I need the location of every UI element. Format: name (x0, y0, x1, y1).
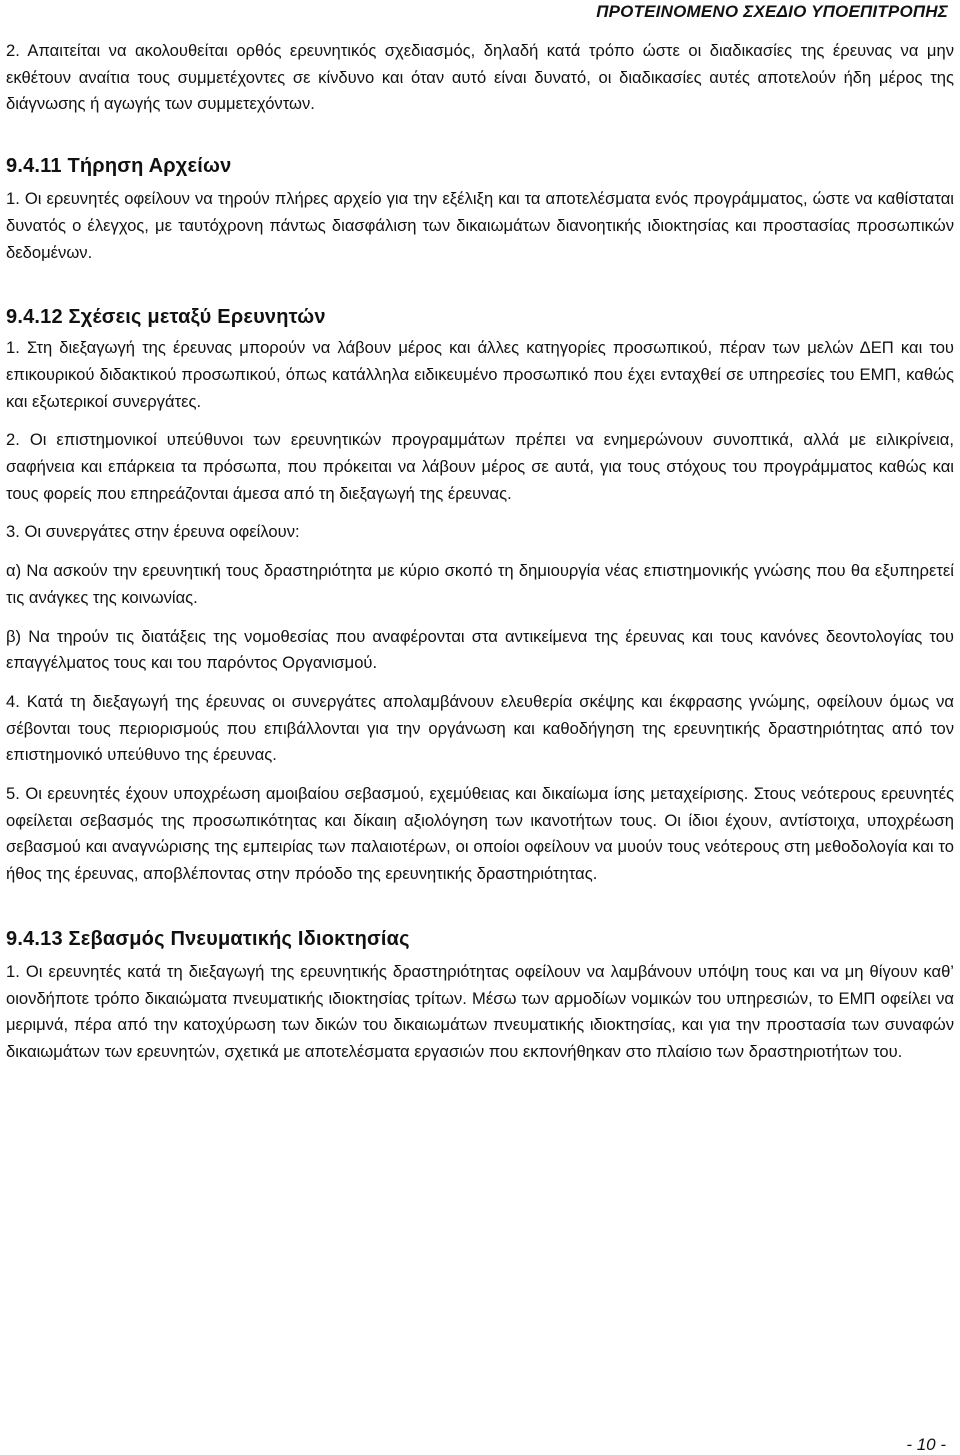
document-body (6, 38, 954, 1066)
page-header: ΠΡΟΤΕΙΝΟΜΕΝΟ ΣΧΕΔΙΟ ΥΠΟΕΠΙΤΡΟΠΗΣ (596, 2, 948, 21)
paragraph-9-4-13-1: 1. Οι ερευνητές κατά τη διεξαγωγή της ερευνητικής δραστηριότητας οφείλουν να λαμβάνουν υπόψη τους και να μη θίγουν καθ’ οιονδήποτε τρόπο δικαιώματα πνευματικής ιδιοκτησίας τρίτων. Μέσω των αρμοδίων νομικών του υπηρεσιών, το ΕΜΠ οφείλει να μεριμνά, πέρα από την κατοχύρωση των δικών του δικαιωμάτων πνευματικής ιδιοκτησίας, και για την προστασία των συναφών δικαιωμάτων των ερευνητών, σχετικά με αποτελέσματα εργασιών που εκπονήθηκαν στο πλαίσιο των δραστηριοτήτων του. (6, 961, 954, 1061)
paragraph-9-4-12-5: 5. Οι ερευνητές έχουν υποχρέωση αμοιβαίου σεβασμού, εχεμύθειας και δικαίωμα ίσης μεταχείρισης. Στους νεότερους ερευνητές οφείλεται σεβασμός της προσωπικότητας και δίκαιη αξιολόγηση των ικανοτήτων τους. Οι ίδιοι έχουν, αντίστοιχα, υποχρέωση σεβασμού και αναγνώρισης της εμπειρίας των παλαιοτέρων, οι οποίοι οφείλουν να μυούν τους νεότερους στη μεθοδολογία και το ήθος της έρευνας, αποβλέποντας στην πρόοδο της ερευνητικής δραστηριότητας. (6, 784, 954, 884)
section-title-9-4-13: 9.4.13 Σεβασμός Πνευματικής Ιδιοκτησίας (6, 927, 410, 950)
paragraph-intro-2: 2. Απαιτείται να ακολουθείται ορθός ερευνητικός σχεδιασμός, δηλαδή κατά τρόπο ώστε οι διαδικασίες της έρευνας να μην εκθέτουν αναίτια τους συμμετέχοντες σε κίνδυνο και όταν αυτό είναι δυνατό, οι διαδικασίες αυτές αποτελούν ήδη μέρος της διάγνωσης ή αγωγής των συμμετεχόντων. (6, 41, 954, 114)
paragraph-9-4-12-1: 1. Στη διεξαγωγή της έρευνας μπορούν να λάβουν μέρος και άλλες κατηγορίες προσωπικού, πέραν των μελών ΔΕΠ και του επικουρικού διδακτικού προσωπικού, όπως κατάλληλα ειδικευμένο προσωπικό που έχει ενταχθεί σε υπηρεσίες του ΕΜΠ, καθώς και εξωτερικοί συνεργάτες. (6, 338, 954, 411)
paragraph-9-4-12-2: 2. Οι επιστημονικοί υπεύθυνοι των ερευνητικών προγραμμάτων πρέπει να ενημερώνουν συνοπτικά, αλλά με ειλικρίνεια, σαφήνεια και επάρκεια τα πρόσωπα, που πρόκειται να λάβουν μέρος σε αυτά, για τους στόχους του προγράμματος καθώς και τους φορείς που επηρεάζονται άμεσα από τη διεξαγωγή της έρευνας. (6, 430, 954, 503)
page-number: - 10 - (906, 1435, 946, 1454)
paragraph-9-4-11-1: 1. Οι ερευνητές οφείλουν να τηρούν πλήρες αρχείο για την εξέλιξη και τα αποτελέσματα ενός προγράμματος, ώστε να καθίσταται δυνατός ο έλεγχος, με ταυτόχρονη πάντως διασφάλιση των δικαιωμάτων διανοητικής ιδιοκτησίας και προστασίας προσωπικών δεδομένων. (6, 189, 954, 262)
section-title-9-4-11: 9.4.11 Τήρηση Αρχείων (6, 155, 232, 178)
paragraph-9-4-12-b: β) Να τηρούν τις διατάξεις της νομοθεσίας που αναφέρονται στα αντικείμενα της έρευνας και τους κανόνες δεοντολογίας του επαγγέλματος τους και του παρόντος Οργανισμού. (6, 626, 954, 673)
paragraph-9-4-12-4: 4. Κατά τη διεξαγωγή της έρευνας οι συνεργάτες απολαμβάνουν ελευθερία σκέψης και έκφρασης γνώμης, οφείλουν όμως να σέβονται τους περιορισμούς που επιβάλλονται για την οργάνωση και καθοδήγηση της ερευνητικής δραστηριότητας από τον επιστημονικό υπεύθυνο της έρευνας. (6, 691, 954, 765)
section-title-9-4-12: 9.4.12 Σχέσεις μεταξύ Ερευνητών (6, 306, 326, 329)
paragraph-9-4-12-a: α) Να ασκούν την ερευνητική τους δραστηριότητα με κύριο σκοπό τη δημιουργία νέας επιστημονικής γνώσης που θα εξυπηρετεί τις ανάγκες της κοινωνίας. (6, 561, 954, 607)
paragraph-9-4-12-3: 3. Οι συνεργάτες στην έρευνα οφείλουν: (6, 522, 300, 542)
